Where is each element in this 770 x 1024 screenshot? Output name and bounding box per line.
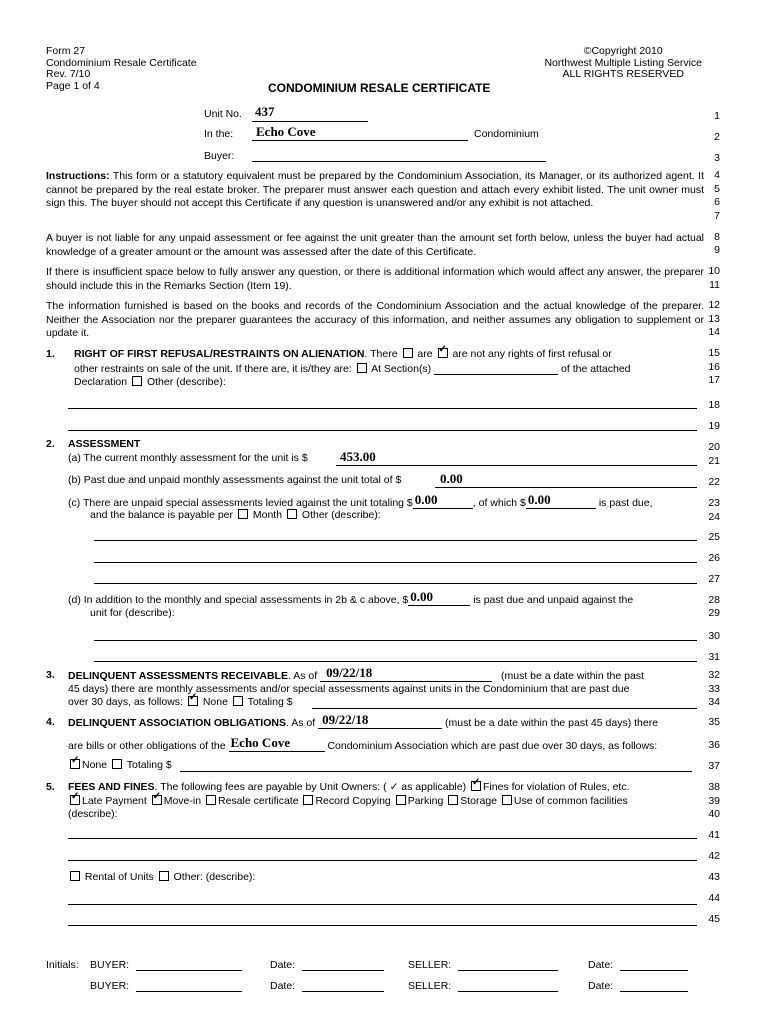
resale-certificate-label: Resale certificate [218, 795, 299, 807]
section-3-totaling-label: Totaling $ [247, 696, 293, 708]
payable-per-label: and the balance is payable per [90, 509, 234, 521]
section-4-totaling-checkbox[interactable] [112, 759, 122, 769]
seller-date-field-2[interactable] [620, 991, 688, 992]
section-4-line-3 [68, 759, 172, 771]
section-5-describe-line-1[interactable] [68, 838, 697, 839]
line-number: 27 [708, 573, 720, 585]
condo-name-value: Echo Cove [256, 124, 316, 139]
unit-value: 437 [255, 104, 275, 119]
line-number: 11 [709, 279, 720, 291]
line-number: 28 [708, 594, 720, 606]
resale-certificate-checkbox[interactable] [206, 795, 216, 805]
section-4-past-due-label: Condominium Association which are past due over 30 days, as follows: [327, 740, 658, 752]
form-number: Form 27 [46, 45, 86, 57]
section-2-title: ASSESSMENT [68, 438, 141, 450]
section-5-applicable-text: as applicable) [401, 781, 467, 793]
fines-checkbox[interactable] [471, 781, 481, 791]
section-3-date-field[interactable] [320, 665, 492, 682]
section-3-date-value: 09/22/18 [326, 665, 373, 680]
section-3-totaling-checkbox[interactable] [233, 696, 243, 706]
past-due-unpaid-label: is past due and unpaid against the [473, 594, 634, 606]
unit-label: Unit No. [204, 108, 242, 120]
line-number: 14 [708, 326, 720, 338]
line-number: 44 [708, 892, 720, 904]
line-number: 15 [708, 347, 720, 359]
section-1-there: . There [364, 348, 398, 360]
are-label: are [417, 348, 433, 360]
special-total-value: 0.00 [414, 492, 438, 507]
seller-initials-label-2: SELLER: [408, 980, 452, 992]
line-number: 5 [714, 183, 720, 195]
line-number: 40 [708, 808, 720, 820]
move-in-checkbox[interactable] [152, 795, 162, 805]
assessment-c-line-2 [90, 509, 381, 521]
section-4-assoc-value: Echo Cove [230, 735, 291, 750]
other-fees-checkbox[interactable] [159, 871, 169, 881]
section-4-title: DELINQUENT ASSOCIATION OBLIGATIONS [68, 717, 286, 729]
initials-label: Initials: [46, 959, 79, 971]
line-number: 41 [708, 829, 720, 841]
in-the-label: In the: [204, 128, 234, 140]
line-number: 38 [708, 781, 720, 793]
buyer-field[interactable] [252, 161, 546, 162]
past-due-field[interactable] [526, 492, 596, 509]
section-4-date-value: 09/22/18 [322, 712, 369, 727]
storage-label: Storage [460, 795, 497, 807]
line-number: 6 [714, 196, 720, 208]
other-payable-checkbox[interactable] [287, 509, 297, 519]
section-3-as-of: . As of [287, 670, 318, 682]
late-payment-label: Late Payment [82, 795, 147, 807]
instructions-text: This form or a statutory equivalent must be prepared by the Condominium Association, its Manager, or its authorized agent. It cannot be prepared by the real estate broker. The preparer must answer each question and attach every exhibit listed. The unit owner must sign this. The buyer should not accept this Certificate if any question is unanswered and/or any exhibit is not attached. [46, 170, 704, 209]
buyer-initials-label-2: BUYER: [90, 980, 130, 992]
organization: Northwest Multiple Listing Service [544, 56, 702, 69]
section-4-assoc-field[interactable] [229, 735, 325, 752]
line-number: 26 [708, 552, 720, 564]
section-1-line-1 [74, 348, 612, 360]
page-number: Page 1 of 4 [46, 79, 100, 92]
section-4-totaling-field[interactable] [180, 771, 692, 772]
instructions-lead: Instructions: [46, 170, 110, 182]
section-4-line-2 [68, 735, 658, 752]
assessment-c-line-1 [68, 492, 653, 509]
rental-label: Rental of Units [84, 871, 154, 883]
condo-name-field[interactable] [252, 140, 468, 141]
section-5-number: 5. [46, 781, 55, 793]
liability-paragraph: A buyer is not liable for any unpaid assessment or fee against the unit greater than the amount set forth below, unless the buyer had actual knowledge of a greater amount or the amount was assessed after the date of this Certificate. [46, 232, 704, 258]
line-number: 19 [708, 420, 720, 432]
section-1-describe-line-2[interactable] [68, 430, 697, 431]
seller-initials-field-2[interactable] [458, 991, 558, 992]
assessment-c-describe-line-1[interactable] [94, 540, 697, 541]
common-facilities-label: Use of common facilities [513, 795, 628, 807]
buyer-date-label: Date: [270, 959, 296, 971]
section-4-date-field[interactable] [318, 712, 442, 729]
assessment-c-label: (c) There are unpaid special assessments levied against the unit totaling $ [68, 497, 413, 509]
storage-checkbox[interactable] [448, 795, 458, 805]
line-number: 10 [708, 265, 720, 277]
declaration-label: Declaration [74, 376, 128, 388]
section-2-number: 2. [46, 438, 55, 450]
section-4-none-label: None [82, 759, 108, 771]
section-3-number: 3. [46, 669, 55, 681]
section-field[interactable] [434, 362, 558, 375]
other-describe-label: Other (describe): [146, 376, 226, 388]
line-number: 17 [708, 374, 720, 386]
are-not-checkbox[interactable] [438, 348, 448, 358]
section-1-describe-line-1[interactable] [68, 408, 697, 409]
buyer-initials-field[interactable] [136, 970, 242, 971]
assessment-d-describe-line-1[interactable] [94, 640, 697, 641]
is-past-due-label: is past due, [598, 497, 653, 509]
record-copying-label: Record Copying [315, 795, 391, 807]
line-number: 20 [708, 441, 720, 453]
line-number: 33 [708, 683, 720, 695]
line-number: 37 [708, 760, 720, 772]
other-fees-label: Other: (describe): [173, 871, 256, 883]
line-number: 1 [714, 110, 720, 122]
other-describe-checkbox[interactable] [132, 376, 142, 386]
line-number: 24 [708, 511, 720, 523]
are-checkbox[interactable] [403, 348, 413, 358]
common-facilities-checkbox[interactable] [502, 795, 512, 805]
parking-checkbox[interactable] [396, 795, 406, 805]
line-number: 12 [708, 299, 720, 311]
section-3-none-checkbox[interactable] [188, 696, 198, 706]
section-4-bills-label: are bills or other obligations of the [68, 740, 226, 752]
section-5-title: FEES AND FINES [68, 781, 155, 793]
line-number: 29 [708, 607, 720, 619]
line-number: 35 [708, 716, 720, 728]
section-4-none-checkbox[interactable] [70, 759, 80, 769]
special-total-field[interactable] [413, 492, 473, 509]
fines-label: Fines for violation of Rules, etc. [483, 781, 630, 793]
rights-reserved: ALL RIGHTS RESERVED [562, 68, 684, 80]
section-3-line-2: 45 days) there are monthly assessments and/or special assessments against units in the Condominium that are past due [68, 683, 630, 695]
seller-date-label-2: Date: [588, 980, 614, 992]
seller-date-field[interactable] [620, 970, 688, 971]
assessment-d-label: (d) In addition to the monthly and special assessments in 2b & c above, $ [68, 594, 409, 606]
section-3-line-3 [68, 696, 293, 708]
record-copying-checkbox[interactable] [303, 795, 313, 805]
assessment-d-describe-line-2[interactable] [94, 661, 697, 662]
month-checkbox[interactable] [238, 509, 248, 519]
month-label: Month [252, 509, 283, 521]
additional-due-field[interactable] [408, 589, 470, 606]
line-number: 2 [714, 131, 720, 143]
form-header-right [544, 46, 702, 81]
page-title: CONDOMINIUM RESALE CERTIFICATE [268, 81, 491, 95]
form-header-left [46, 46, 197, 92]
section-5-describe-label: (describe): [68, 808, 118, 820]
are-not-label: are not any rights of first refusal or [452, 348, 612, 360]
other-payable-label: Other (describe): [301, 509, 381, 521]
form-revision: Rev. 7/10 [46, 68, 91, 80]
copyright: ©Copyright 2010 [583, 45, 663, 57]
assessment-a-field[interactable] [336, 465, 697, 466]
line-number: 18 [708, 399, 720, 411]
line-number: 36 [708, 739, 720, 751]
assessment-c-describe-line-2[interactable] [94, 562, 697, 563]
line-number: 32 [708, 669, 720, 681]
section-1-number: 1. [46, 348, 55, 360]
buyer-initials-field-2[interactable] [136, 991, 242, 992]
assessment-a-value: 453.00 [340, 449, 376, 464]
assessment-d-line-1 [68, 589, 634, 606]
line-number: 39 [708, 795, 720, 807]
restraints-text: other restraints on sale of the unit. If there are, it is/they are: [74, 363, 352, 375]
line-number: 34 [708, 696, 720, 708]
section-1-title: RIGHT OF FIRST REFUSAL/RESTRAINTS ON ALIENATION [74, 348, 365, 360]
line-number: 3 [714, 152, 720, 164]
line-number: 13 [708, 313, 720, 325]
line-number: 42 [708, 850, 720, 862]
assessment-c-describe-line-3[interactable] [94, 583, 697, 584]
move-in-label: Move-in [163, 795, 202, 807]
unit-field[interactable] [252, 121, 368, 122]
section-1-line-3 [74, 376, 226, 388]
buyer-initials-label: BUYER: [90, 959, 130, 971]
assessment-b-value: 0.00 [440, 471, 463, 486]
assessment-a-label: (a) The current monthly assessment for the unit is $ [68, 452, 308, 464]
line-number: 21 [708, 455, 720, 467]
seller-initials-field[interactable] [458, 970, 558, 971]
section-4-as-of: . As of [285, 717, 316, 729]
line-number: 25 [708, 531, 720, 543]
line-number: 16 [708, 361, 720, 373]
line-number: 31 [708, 651, 720, 663]
form-name: Condominium Resale Certificate [46, 56, 197, 69]
section-3-line-1 [68, 665, 644, 682]
at-section-label: At Section(s) [371, 363, 432, 375]
assessment-b-label: (b) Past due and unpaid monthly assessments against the unit total of $ [68, 474, 402, 486]
seller-date-label: Date: [588, 959, 614, 971]
past-due-value: 0.00 [527, 492, 551, 507]
section-3-within-label: (must be a date within the past [500, 670, 644, 682]
buyer-date-field-2[interactable] [302, 991, 384, 992]
rental-checkbox[interactable] [70, 871, 80, 881]
line-number: 22 [708, 476, 720, 488]
information-paragraph: The information furnished is based on the books and records of the Condominium Association and the actual knowledge of the preparer. Neither the Association nor the preparer guarantees the accuracy of this information, and neither assumes any obligation to supplement or update it. [46, 300, 704, 339]
assessment-b-field[interactable] [435, 487, 697, 488]
line-number: 8 [714, 231, 720, 243]
checkmark-icon: ✓ [389, 781, 399, 793]
condominium-label: Condominium [474, 128, 539, 140]
assessment-d-line-2: unit for (describe): [90, 607, 175, 619]
line-number: 4 [714, 169, 720, 181]
section-5-describe-line-3[interactable] [68, 904, 697, 905]
line-number: 7 [714, 210, 720, 222]
line-number: 23 [708, 497, 720, 509]
attached-label: of the attached [561, 363, 631, 375]
section-5-describe-line-4[interactable] [68, 925, 697, 926]
section-1-line-2 [74, 362, 631, 375]
section-3-title: DELINQUENT ASSESSMENTS RECEIVABLE [68, 670, 288, 682]
late-payment-checkbox[interactable] [70, 795, 80, 805]
section-5-line-2 [68, 795, 628, 807]
line-number: 43 [708, 871, 720, 883]
seller-initials-label: SELLER: [408, 959, 452, 971]
section-4-line-1 [68, 712, 659, 729]
line-number: 45 [708, 913, 720, 925]
line-number: 9 [714, 244, 720, 256]
section-5-payable-text: . The following fees are payable by Unit Owners: ( [154, 781, 387, 793]
buyer-date-label-2: Date: [270, 980, 296, 992]
section-4-number: 4. [46, 716, 55, 728]
section-3-totaling-field[interactable] [312, 708, 697, 709]
section-4-totaling-label: Totaling $ [126, 759, 172, 771]
parking-label: Parking [407, 795, 444, 807]
insufficient-space-paragraph: If there is insufficient space below to fully answer any question, or there is additional information which would affect any answer, the preparer should include this in the Remarks Section (Item 19). [46, 266, 704, 292]
section-3-over-30-label: over 30 days, as follows: [68, 696, 183, 708]
of-which-label: , of which $ [472, 497, 526, 509]
buyer-date-field[interactable] [302, 970, 384, 971]
section-4-within-label: (must be a date within the past 45 days) there [445, 717, 659, 729]
line-number: 30 [708, 630, 720, 642]
additional-due-value: 0.00 [410, 589, 434, 604]
section-3-none-label: None [202, 696, 228, 708]
at-section-checkbox[interactable] [357, 363, 367, 373]
section-5-rental-line [68, 871, 255, 883]
instructions-paragraph [46, 170, 704, 211]
buyer-label: Buyer: [204, 150, 235, 162]
section-5-describe-line-2[interactable] [68, 860, 697, 861]
